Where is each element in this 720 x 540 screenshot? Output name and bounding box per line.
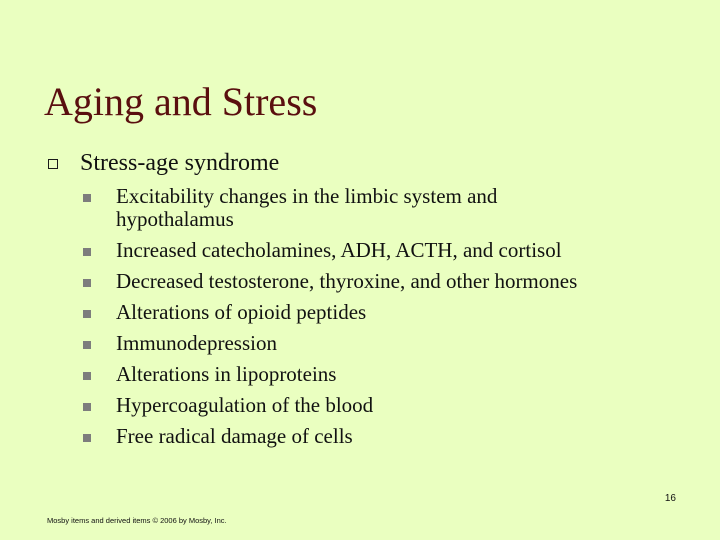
sub-bullet-item (83, 422, 683, 453)
main-bullet-list (48, 148, 688, 178)
square-bullet-icon (83, 279, 91, 287)
sub-bullet-text: Excitability changes in the limbic system and hypothalamus (116, 184, 498, 231)
sub-bullet-text: Decreased testosterone, thyroxine, and other hormones (116, 269, 578, 293)
sub-bullet-item (83, 236, 683, 267)
square-bullet-icon (83, 248, 91, 256)
sub-bullet-item (83, 182, 556, 236)
sub-bullet-item (83, 298, 683, 329)
page-number: 16 (664, 493, 676, 504)
square-bullet-icon (83, 194, 91, 202)
square-bullet-icon (83, 341, 91, 349)
sub-bullet-text: Alterations in lipoproteins (116, 362, 337, 386)
main-bullet-text: Stress-age syndrome (80, 150, 280, 176)
copyright-footer: Mosby items and derived items © 2006 by Mosby, Inc. (47, 516, 227, 525)
sub-bullet-item (83, 391, 683, 422)
square-bullet-icon (83, 372, 91, 380)
sub-bullet-item (83, 329, 683, 360)
sub-bullet-item (83, 360, 683, 391)
main-bullet-item (48, 148, 688, 178)
sub-bullet-text: Alterations of opioid peptides (116, 300, 367, 324)
square-bullet-icon (83, 310, 91, 318)
sub-bullet-text: Free radical damage of cells (116, 424, 353, 448)
sub-bullet-text: Increased catecholamines, ADH, ACTH, and cortisol (116, 238, 562, 262)
hollow-square-bullet-icon (48, 159, 58, 169)
sub-bullet-text: Immunodepression (116, 331, 277, 355)
sub-bullet-item (83, 267, 683, 298)
sub-bullet-list (83, 182, 683, 453)
sub-bullet-text: Hypercoagulation of the blood (116, 393, 374, 417)
square-bullet-icon (83, 434, 91, 442)
square-bullet-icon (83, 403, 91, 411)
slide-title: Aging and Stress (44, 79, 318, 124)
